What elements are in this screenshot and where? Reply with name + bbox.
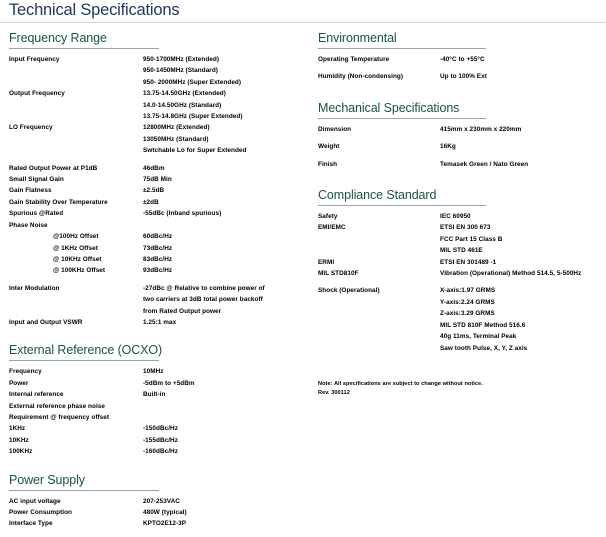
spec-row [318,159,606,170]
spec-row [9,145,309,156]
spec-label: Safety [318,213,338,221]
spec-row [9,231,309,242]
footnote-line-1: Note: All specifications are subject to change without notice. [318,380,483,387]
spec-label: Small Signal Gain [9,176,64,184]
spec-value: 16Kg [440,143,456,151]
spec-label: EMI/EMC [318,224,346,232]
spec-label: LO Frequency [9,124,53,132]
spec-label: Interface Type [9,520,53,528]
spec-label: Gain Stability Over Temperature [9,198,108,206]
spec-row [318,343,606,354]
spec-row [9,134,309,145]
left-column [9,30,309,532]
spec-row [9,412,309,423]
section-divider [9,48,159,49]
spec-row [318,222,606,233]
spec-row [318,268,606,279]
spec-value: Temasek Green / Nato Green [440,160,529,168]
spec-label: Rated Output Power at P1dB [9,164,98,172]
spec-value: -40°C to +55°C [440,56,485,63]
spec-value: 415mm x 230mm x 220mm [440,125,522,133]
spec-value: ETSI EN 301489 -1 [440,258,497,266]
spec-value: Built-in [143,391,166,399]
spec-row [9,185,309,196]
section-spacer [318,172,606,187]
spec-rows [318,211,606,354]
spec-value: 13.75-14.8GHz (Super Extended) [143,113,243,121]
spec-label: 100KHz [9,448,33,456]
spec-value: 93dBc/Hz [143,267,173,275]
spec-row [318,245,606,256]
spec-value: X-axis:1.97 GRMS [440,287,496,295]
spec-label: @100Hz Offset [53,233,99,241]
title-divider [0,22,606,23]
spec-value: IEC 60950 [440,213,471,221]
spec-value: two carriers at 3dB total power backoff [143,296,263,304]
spec-value: -155dBc/Hz [143,436,178,444]
spec-label: 10KHz [9,436,29,444]
spec-value: 13.75-14.50GHz (Extended) [143,90,226,98]
spec-row [9,174,309,185]
spec-value: -5dBm to +5dBm [143,379,195,387]
section-divider [318,118,486,119]
spec-row [318,285,606,296]
spec-rows [9,496,309,530]
spec-rows [9,366,309,457]
spec-label: @ 100KHz Offset [53,267,106,275]
section-spacer [9,330,309,342]
spec-label: Spurious @Rated [9,210,64,218]
spec-label: Phase Noise [9,221,48,229]
spec-row [9,197,309,208]
spec-label: External reference phase noise [9,402,105,410]
spec-value: Swtchable Lo for Super Extended [143,147,247,155]
spec-row [9,65,309,76]
spec-row [9,265,309,276]
spec-value: 950-1700MHz (Extended) [143,56,220,63]
spec-label: Gain Flatness [9,187,52,195]
spec-value: Up to 100% Ext [440,73,487,81]
section-mechanical-specifications [318,100,606,170]
spec-row [9,294,309,305]
spec-row [318,308,606,319]
spec-row [9,518,309,529]
spec-value: 40g 11ms, Terminal Peak [440,333,517,341]
section-divider [9,490,159,491]
spec-value: 950- 2000MHz (Super Extended) [143,78,242,86]
spec-row [318,141,606,152]
spec-value: Vibration (Operational) Method 514.5, 5-500Hz [440,270,582,278]
spec-label: Input Frequency [9,56,60,63]
spec-value: -27dBc @ Relative to combine power of [143,284,265,292]
spec-row [9,401,309,412]
right-column [318,30,606,397]
section-heading: Frequency Range [9,31,107,45]
spec-label: Power [9,379,29,387]
spec-row [9,435,309,446]
spec-value: 12800MHz (Extended) [143,124,210,132]
spec-rows [9,54,309,328]
spec-label: @ 10KHz Offset [53,255,102,263]
spec-row [9,122,309,133]
spec-row [9,100,309,111]
spec-value: ±2.5dB [143,187,165,195]
spec-value: Y-axis:2.24 GRMS [440,298,495,306]
spec-label: Frequency [9,368,42,376]
spec-value: 13050MHz (Standard) [143,135,209,143]
spec-value: 60dBc/Hz [143,233,173,241]
section-divider [9,360,159,361]
spec-row [9,378,309,389]
spec-row [9,317,309,328]
spec-value: 950-1450MHz (Standard) [143,67,218,75]
spec-row [9,306,309,317]
spec-label: @ 1KHz Offset [53,244,98,252]
spec-row [318,234,606,245]
spec-value: 75dB Min [143,176,172,184]
section-environmental [318,30,606,83]
spec-value: 83dBc/Hz [143,255,173,263]
spec-row [318,320,606,331]
spec-row [9,366,309,377]
section-heading: Compliance Standard [318,188,437,203]
spec-label: Power Consumption [9,509,72,516]
footnote-revision: Rev. 300112 [318,389,350,396]
spec-label: Weight [318,143,340,151]
section-divider [318,205,486,206]
spec-value: MIL STD 810F Method 516.6 [440,321,526,329]
section-heading: External Reference (OCXO) [9,343,163,358]
spec-label: 1KHz [9,425,26,433]
section-power-supply [9,472,309,530]
spec-row [318,257,606,268]
spec-row [318,331,606,342]
spec-row [9,88,309,99]
spec-label: Finish [318,160,338,168]
spec-row [9,163,309,174]
spec-value: MIL STD 461E [440,247,483,255]
spec-value: 207-253VAC [143,497,180,505]
spec-value: from Rated Output power [143,307,222,315]
section-spacer [9,460,309,472]
spec-value: -150dBc/Hz [143,425,178,433]
spec-label: ERMI [318,258,335,266]
section-heading: Power Supply [9,472,85,487]
section-frequency-range [9,30,309,328]
footnote [318,380,606,397]
spec-row [318,54,606,65]
spec-row [9,446,309,457]
spec-rows [318,124,606,170]
section-divider [318,48,486,49]
spec-row [318,124,606,135]
spec-value: -55dBc (Inband spurious) [143,210,222,218]
spec-row [318,297,606,308]
spec-value: 73dBc/Hz [143,244,173,252]
spec-row [318,71,606,82]
spec-row [9,111,309,122]
spec-label: AC input voltage [9,497,61,505]
spec-row [9,283,309,294]
spec-row [9,54,309,65]
spec-rows [318,54,606,83]
spec-value: FCC Part 15 Class B [440,235,503,243]
spec-row [9,77,309,88]
spec-label: Inter Modulation [9,284,60,292]
spec-value: Saw tooth Pulse, X, Y, Z axis [440,344,528,352]
section-heading: Mechanical Specifications [318,100,460,115]
spec-value: ±2dB [143,198,159,206]
spec-row [9,243,309,254]
spec-label: Dimension [318,125,352,133]
section-heading: Environmental [318,31,397,45]
page-title: Technical Specifications [9,1,180,19]
spec-row [9,220,309,231]
spec-label: Operating Temperature [318,56,390,63]
spec-row [9,423,309,434]
spec-row [9,389,309,400]
spec-value: Z-axis:3.29 GRMS [440,310,495,318]
spec-label: Humidity (Non-condensing) [318,73,404,81]
spec-label: Input and Output VSWR [9,318,83,326]
section-spacer [318,85,606,100]
spec-value: 480W (typical) [143,509,187,516]
spec-value: 14.0-14.50GHz (Standard) [143,101,222,109]
spec-label: Requirement @ frequency offset [9,413,110,421]
section-external-reference-ocxo [9,342,309,457]
spec-value: ETSI EN 300 673 [440,224,491,232]
spec-row [9,208,309,219]
spec-row [9,254,309,265]
spec-row [9,496,309,507]
spec-value: 46dBm [143,164,165,172]
section-compliance-standard [318,187,606,354]
spec-value: -160dBc/Hz [143,448,178,456]
spec-value: 10MHz [143,368,164,376]
spec-label: MIL STD810F [318,270,359,278]
spec-value: 1.25:1 max [143,318,177,326]
spec-label: Internal reference [9,391,64,399]
spec-label: Shock (Operational) [318,287,380,295]
spec-row [9,507,309,518]
spec-row [318,211,606,222]
spec-label: Output Frequency [9,90,65,98]
spec-value: KPTO2E12-3P [143,520,187,528]
